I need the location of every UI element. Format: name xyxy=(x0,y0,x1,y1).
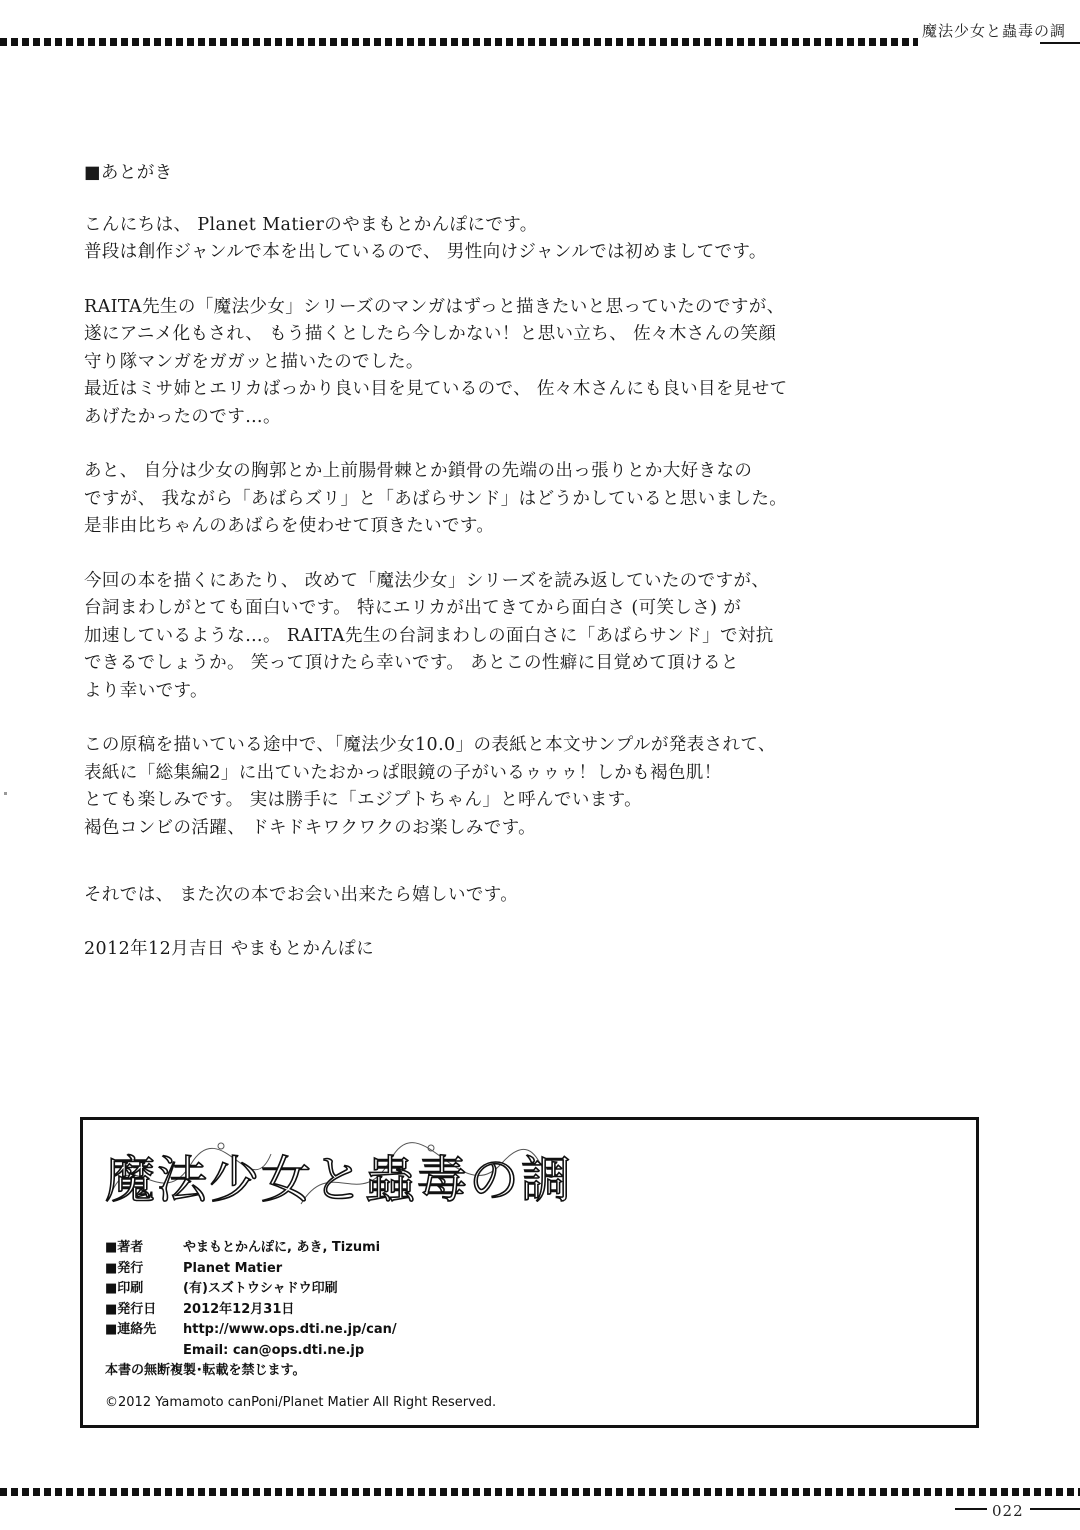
credit-value: Planet Matier xyxy=(183,1260,283,1276)
copyright-line: ©2012 Yamamoto canPoni/Planet Matier All Right Reserved. xyxy=(105,1394,497,1410)
contact-url: http://www.ops.dti.ne.jp/can/ xyxy=(183,1322,397,1337)
bottom-rule xyxy=(955,1508,987,1510)
text-line: 今回の本を描くにあたり、 改めて「魔法少女」シリーズを読み返していたのですが、 xyxy=(84,570,770,591)
top-dashed-border xyxy=(0,38,918,46)
credit-label: ■発行 xyxy=(105,1260,144,1276)
colophon-box xyxy=(80,1117,979,1428)
page-number: 022 xyxy=(992,1502,1024,1520)
credits-block xyxy=(105,1238,496,1413)
credit-row-date xyxy=(105,1300,496,1321)
text-line: 普段は創作ジャンルで本を出しているので、 男性向けジャンルでは初めましてです。 xyxy=(84,242,767,262)
text-line: RAITA先生の「魔法少女」シリーズのマンガはずっと描きたいと思っていたのですが、 xyxy=(84,296,785,317)
text-line: できるでしょうか。 笑って頂けたら幸いです。 あとこの性癖に目覚めて頂けると xyxy=(84,653,739,673)
book-title-logo: 魔法少女と蟲毒の調 xyxy=(105,1151,573,1209)
credit-row-author xyxy=(105,1238,496,1259)
copy-notice: 本書の無断複製･転載を禁じます。 xyxy=(105,1363,306,1378)
text-line: より幸いです。 xyxy=(84,680,208,701)
text-line: 表紙に「総集編2」に出ていたおかっぱ眼鏡の子がいるゥゥゥ！しかも褐色肌！ xyxy=(84,762,722,783)
afterword-closing: それでは、 また次の本でお会い出来たら嬉しいです。 xyxy=(84,885,519,905)
credit-row-publisher xyxy=(105,1259,496,1280)
afterword-paragraph xyxy=(84,294,984,432)
text-line: 守り隊マンガをガガッと描いたのでした。 xyxy=(84,351,424,372)
text-line: 加速しているような…。 RAITA先生の台詞まわしの面白さに「あばらサンド」で対抗 xyxy=(84,625,774,646)
text-line: この原稿を描いている途中で、「魔法少女10.0」の表紙と本文サンプルが発表されて、 xyxy=(84,735,776,755)
afterword-paragraph xyxy=(84,568,984,706)
text-line: 台詞まわしがとても面白いです。 特にエリカが出てきてから面白さ (可笑しさ) が xyxy=(84,598,742,618)
credit-value: やまもとかんぽに, あき, Tizumi xyxy=(183,1240,381,1255)
contact-email: Email: can@ops.dti.ne.jp xyxy=(183,1342,365,1358)
afterword-paragraphs xyxy=(84,212,984,843)
credit-label: ■連絡先 xyxy=(105,1322,157,1337)
text-line: とても楽しみです。 実は勝手に「エジプトちゃん」と呼んでいます。 xyxy=(84,790,643,810)
afterword-paragraph xyxy=(84,732,984,842)
afterword-paragraph xyxy=(84,212,984,267)
afterword-heading: ■あとがき xyxy=(84,163,173,183)
text-line: 最近はミサ姉とエリカばっかり良い目を見ているので、 佐々木さんにも良い目を見せて xyxy=(84,379,788,399)
credit-row-contact xyxy=(105,1320,496,1341)
afterword-signature: 2012年12月吉日 やまもとかんぽに xyxy=(84,938,374,959)
text-line: こんにちは、 Planet Matierのやまもとかんぽにです。 xyxy=(84,214,538,235)
text-line: 褐色コンビの活躍、 ドキドキワクワクのお楽しみです。 xyxy=(84,817,537,838)
credit-label: ■印刷 xyxy=(105,1281,144,1296)
bottom-dashed-border xyxy=(0,1488,1080,1496)
text-line: あと、 自分は少女の胸郭とか上前腸骨棘とか鎖骨の先端の出っ張りとか大好きなの xyxy=(84,461,753,481)
credit-label: ■発行日 xyxy=(105,1301,157,1317)
scan-speck xyxy=(4,792,7,795)
text-line: 遂にアニメ化もされ、 もう描くとしたら今しかない！と思い立ち、 佐々木さんの笑顔 xyxy=(84,324,777,344)
running-header-title: 魔法少女と蟲毒の調 xyxy=(922,22,1067,40)
bottom-rule-right xyxy=(1030,1508,1080,1510)
credit-row-printer xyxy=(105,1279,496,1300)
text-line: ですが、 我ながら「あばらズリ」と「あばらサンド」はどうかしていると思いました。 xyxy=(84,488,788,509)
afterword-paragraph xyxy=(84,458,984,541)
text-line: あげたかったのです…。 xyxy=(84,406,281,427)
text-line: 是非由比ちゃんのあばらを使わせて頂きたいです。 xyxy=(84,516,495,536)
credit-label: ■著者 xyxy=(105,1240,144,1255)
top-rule xyxy=(1040,42,1080,44)
credit-value: 2012年12月31日 xyxy=(183,1301,295,1317)
credit-value: (有)スズトウシャドウ印刷 xyxy=(183,1281,338,1296)
afterword xyxy=(84,160,984,963)
